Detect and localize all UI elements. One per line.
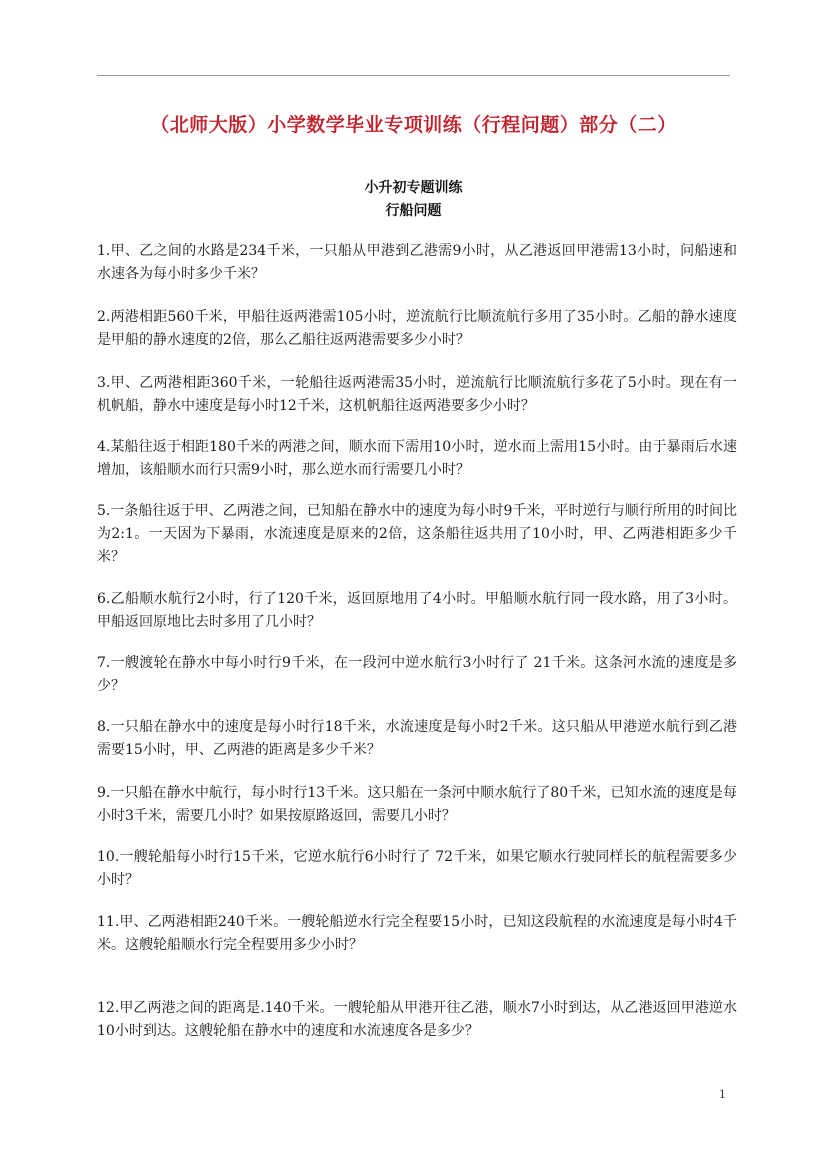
question-9: 9.一只船在静水中航行，每小时行13千米。这只船在一条河中顺水航行了80千米，已知水流的速度是每小时3千米，需要几小时？如果按原路返回，需要几小时？ xyxy=(97,785,737,824)
question-6: 6.乙船顺水航行2小时，行了120千米，返回原地用了4小时。甲船顺水航行同一段水路，用了3小时。甲船返回原地比去时多用了几小时？ xyxy=(97,591,737,630)
question-1: 1.甲、乙之间的水路是234千米，一只船从甲港到乙港需9小时，从乙港返回甲港需13小时，问船速和水速各为每小时多少千米？ xyxy=(97,243,737,282)
question-11: 11.甲、乙两港相距240千米。一艘轮船逆水行完全程要15小时，已知这段航程的水流速度是每小时4千米。这艘轮船顺水行完全程要用多少小时？ xyxy=(97,914,737,953)
document-title: （北师大版）小学数学毕业专项训练（行程问题）部分（二） xyxy=(150,114,677,136)
question-8: 8.一只船在静水中的速度是每小时行18千米，水流速度是每小时2千米。这只船从甲港逆水航行到乙港需要15小时，甲、乙两港的距离是多少千米？ xyxy=(97,719,737,758)
header-rule xyxy=(97,75,730,76)
question-5: 5.一条船往返于甲、乙两港之间，已知船在静水中的速度为每小时9千米，平时逆行与顺行所用的时间比为2:1。一天因为下暴雨，水流速度是原来的2倍，这条船往返共用了10小时，甲、乙两港相距多少千米？ xyxy=(97,503,737,565)
question-4: 4.某船往返于相距180千米的两港之间，顺水而下需用10小时，逆水而上需用15小时。由于暴雨后水速增加，该船顺水而行只需9小时，那么逆水而行需要几小时？ xyxy=(97,439,737,478)
question-10: 10.一艘轮船每小时行15千米，它逆水航行6小时行了 72千米，如果它顺水行驶同样长的航程需要多少小时？ xyxy=(97,849,737,888)
section-subtitle: 小升初专题训练 xyxy=(364,180,463,196)
question-7: 7.一艘渡轮在静水中每小时行9千米，在一段河中逆水航行3小时行了 21千米。这条河水流的速度是多少？ xyxy=(97,655,737,694)
question-2: 2.两港相距560千米，甲船往返两港需105小时，逆流航行比顺流航行多用了35小时。乙船的静水速度是甲船的静水速度的2倍，那么乙船往返两港需要多少小时？ xyxy=(97,309,737,348)
page-number: 1 xyxy=(719,1088,726,1101)
section-topic: 行船问题 xyxy=(385,203,442,219)
question-3: 3.甲、乙两港相距360千米，一轮船往返两港需35小时，逆流航行比顺流航行多花了5小时。现在有一机帆船，静水中速度是每小时12千米，这机帆船往返两港要多少小时？ xyxy=(97,375,737,414)
question-12: 12.甲乙两港之间的距离是.140千米。一艘轮船从甲港开往乙港，顺水7小时到达，从乙港返回甲港逆水10小时到达。这艘轮船在静水中的速度和水流速度各是多少？ xyxy=(97,1000,737,1039)
